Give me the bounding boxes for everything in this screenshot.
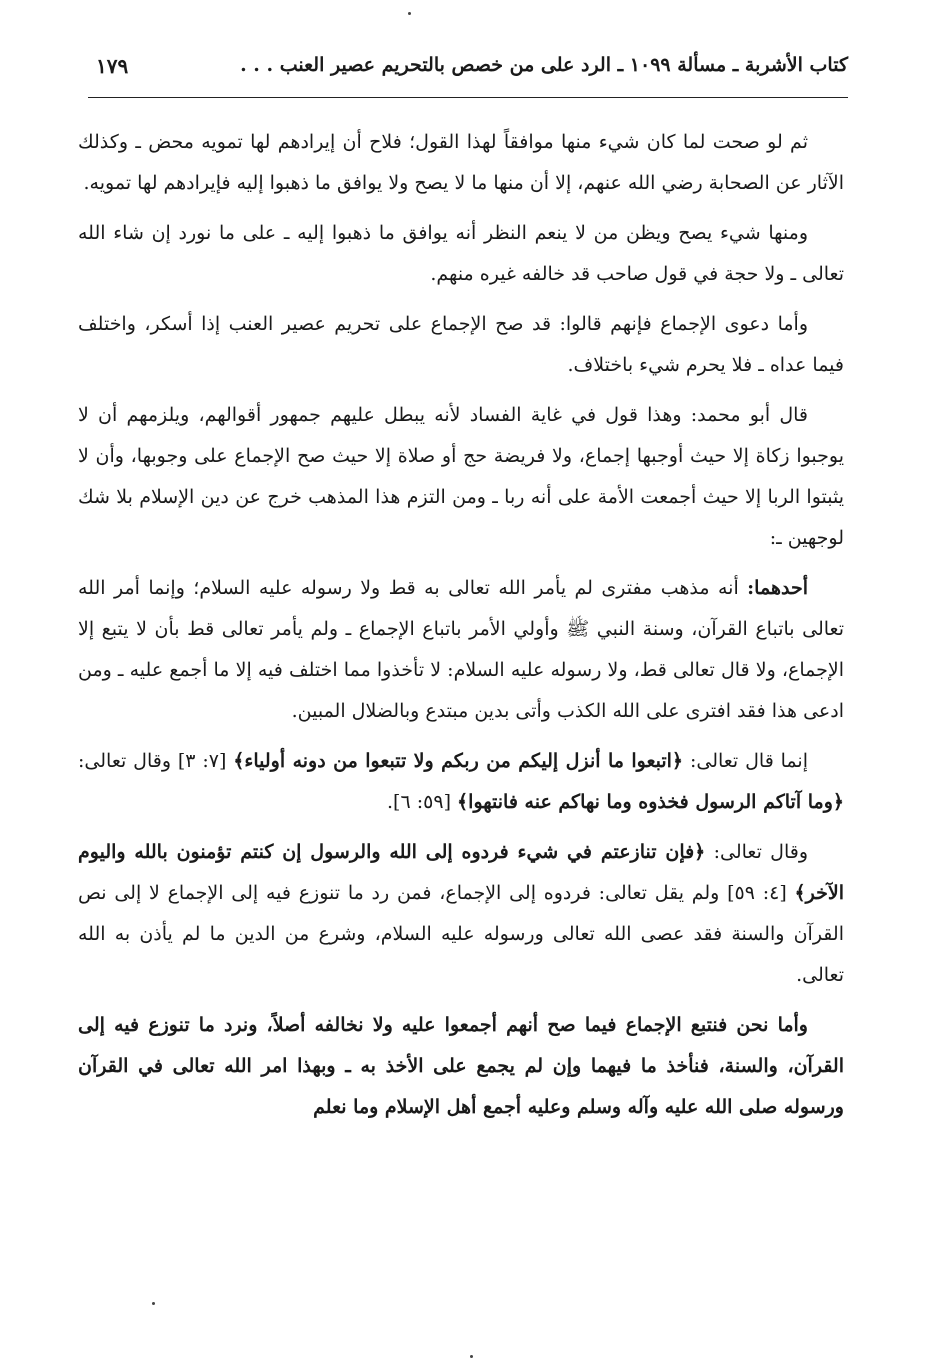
paragraph-text: قال أبو محمد: وهذا قول في غاية الفساد لأنه يبطل عليهم جمهور أقوالهم، ويلزمهم أن لا يوجبوا زكاة إلا حيث أوجبها إجماع، ولا فريضة حج أو صلاة إلا حيث صح الإجماع على وجوبها، وأن لا يثبتوا الربا إلا حيث أجمعت الأمة على أنه ربا ـ ومن التزم هذا المذهب خرج عن دين الإسلام بلا شك لوجهين ـ:: [78, 404, 845, 549]
quran-verse: ﴿وما آتاكم الرسول فخذوه وما نهاكم عنه فانتهوا﴾: [457, 791, 844, 813]
page-number: ١٧٩: [96, 54, 129, 78]
verse-reference: [٥٩: ٦].: [387, 791, 451, 813]
paragraph-intro: إنما قال تعالى:: [689, 750, 808, 772]
paragraph-text: أنه مذهب مفترى لم يأمر الله تعالى به قط ولا رسوله عليه السلام؛ وإنما أمر الله تعالى باتباع القرآن، وسنة النبي ﷺ وأولي الأمر باتباع الإجماع ـ ولم يأمر تعالى قط بأن لا يتبع إلا الإجماع، ولا قال تعالى قط، ولا رسوله عليه السلام: لا تأخذوا مما اختلف فيه إلا ما أجمع عليه ـ ومن ادعى هذا فقد افترى على الله الكذب وأتى بدين مبتدع وبالضلال المبين.: [78, 577, 844, 722]
paragraph-6: [78, 741, 844, 823]
paragraph-text: [٤: ٥٩] ولم يقل تعالى: فردوه إلى الإجماع، فمن رد ما تنوزع فيه إلى الإجماع لا إلى نص القرآن والسنة فقد عصى الله تعالى ورسوله عليه السلام، وشرع من الدين ما لم يأذن به الله تعالى.: [78, 882, 844, 986]
running-header: [90, 48, 848, 88]
paragraph-text: ثم لو صحت لما كان شيء منها موافقاً لهذا القول؛ فلاح أن إيرادهم لها تمويه محض ـ وكذلك الآثار عن الصحابة رضي الله عنهم، إلا أن منها ما لا يصح ولا يوافق ما ذهبوا إليه فإيرادهم لها تمويه.: [78, 131, 844, 194]
paragraph-4: [78, 395, 844, 559]
scan-speck: [152, 1302, 155, 1305]
paragraph-text: وأما نحن فنتبع الإجماع فيما صح أنهم أجمعوا عليه ولا نخالفه أصلاً، ونرد ما تنوزع فيه إلى القرآن، والسنة، فنأخذ ما فيهما وإن لم يجمع على الأخذ به ـ وبهذا امر الله تعالى في القرآن ورسوله صلى الله عليه وآله وسلم وعليه أجمع أهل الإسلام وما نعلم: [78, 1014, 844, 1118]
paragraph-text: وأما دعوى الإجماع فإنهم قالوا: قد صح الإجماع على تحريم عصير العنب إذا أسكر، واختلف فيما عداه ـ فلا يحرم شيء باختلاف.: [78, 313, 844, 376]
header-title: كتاب الأشربة ـ مسألة ١٠٩٩ ـ الرد على من خصص بالتحريم عصير العنب . . .: [240, 54, 848, 76]
paragraph-1: [78, 122, 844, 204]
paragraph-lead: أحدهما:: [747, 577, 808, 599]
quran-verse: ﴿فإن تنازعتم في شيء فردوه إلى الله والرسول إن كنتم تؤمنون بالله واليوم الآخر﴾: [78, 841, 844, 904]
verse-reference: [٧: ٣] وقال تعالى:: [78, 750, 227, 772]
paragraph-5: [78, 568, 844, 732]
paragraph-7: [78, 832, 844, 996]
paragraph-8: [78, 1005, 844, 1128]
paragraph-2: [78, 213, 844, 295]
paragraph-text: ومنها شيء يصح ويظن من لا ينعم النظر أنه يوافق ما ذهبوا إليه ـ على ما نورد إن شاء الله تعالى ـ ولا حجة في قول صاحب قد خالفه غيره منهم.: [78, 222, 844, 285]
paragraph-3: [78, 304, 844, 386]
header-divider: [88, 97, 848, 98]
scan-speck: [408, 12, 411, 15]
paragraph-intro: وقال تعالى:: [713, 841, 808, 863]
page-body: [78, 122, 844, 1137]
scan-speck: [470, 1355, 473, 1358]
quran-verse: ﴿اتبعوا ما أنزل إليكم من ربكم ولا تتبعوا من دونه أولياء﴾: [233, 750, 684, 772]
